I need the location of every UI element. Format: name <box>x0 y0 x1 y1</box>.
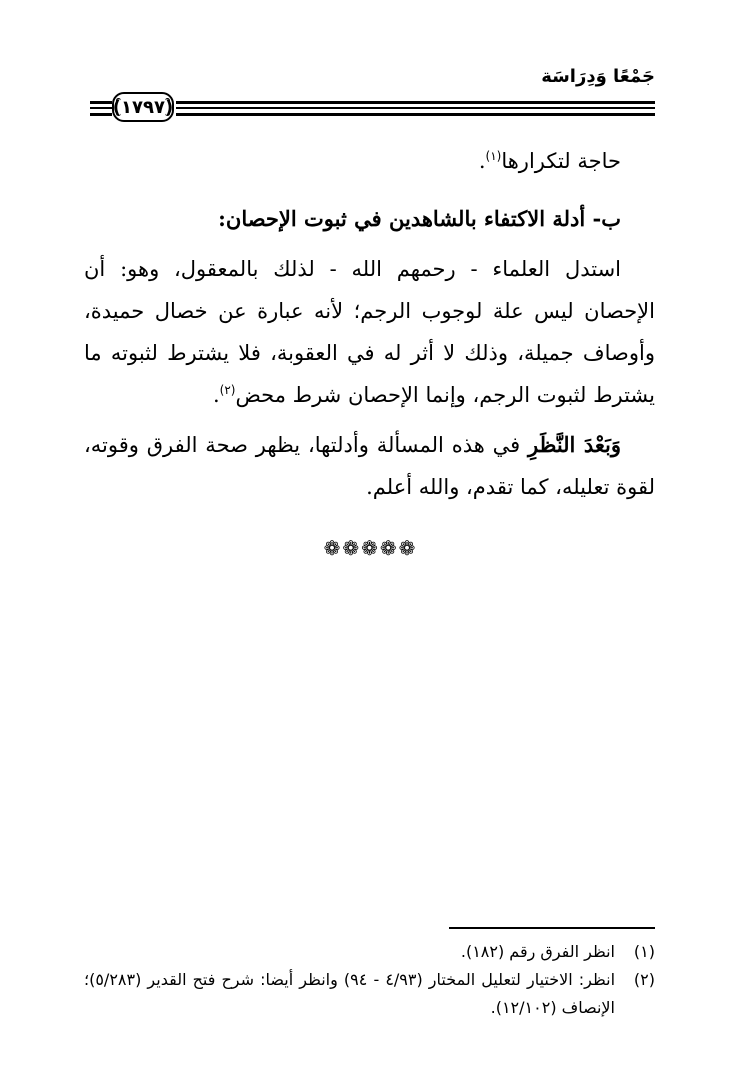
footnote-text: انظر الفرق رقم (١٨٢). <box>460 942 615 961</box>
paragraph-lead: وَبَعْدَ النَّظَرِ <box>528 432 621 457</box>
section-heading: ب- أدلة الاكتفاء بالشاهدين في ثبوت الإحصان: <box>218 206 621 231</box>
paragraph-end: . <box>212 383 220 407</box>
page-number-text: (١٧٩٧) <box>112 96 174 118</box>
running-title: جَمْعًا وَدِرَاسَة <box>541 66 655 87</box>
footnote-text: انظر: الاختيار لتعليل المختار (٤/٩٣ - ٩٤) وانظر أيضا: شرح فتح القدير (٥/٢٨٣)؛ الإنصاف (١٢/١٠٢). <box>84 970 616 1017</box>
paragraph-conclusion <box>84 424 655 508</box>
page-number <box>112 92 174 122</box>
paragraph-continuation <box>84 140 655 182</box>
paragraph-evidence <box>84 248 655 416</box>
ornament-divider: ❁❁❁❁❁ <box>323 536 418 560</box>
paragraph-text: استدل العلماء - رحمهم الله - لذلك بالمعقول، وهو: أن الإحصان ليس علة لوجوب الرجم؛ لأنه عبارة عن خصال حميدة، وأوصاف جميلة، وذلك لا أثر له في العقوبة، فلا يشترط لثبوته ما يشترط لثبوت الرجم، وإنما الإحصان شرط محض <box>84 257 655 407</box>
paragraph-text: في هذه المسألة وأدلتها، يظهر صحة الفرق وقوته، لقوة تعليله، كما تقدم، والله أعلم. <box>84 433 655 499</box>
footnote-marker[interactable]: (٢) <box>219 383 236 397</box>
footnote <box>84 938 655 966</box>
body-text <box>84 140 655 508</box>
header-rule-left <box>90 107 112 109</box>
footnote-marker[interactable]: (١) <box>485 149 502 163</box>
footnote-number: (٢) <box>633 970 655 989</box>
header-rule-left <box>90 113 112 116</box>
footnote-rule <box>449 927 655 929</box>
header-rule <box>176 113 655 116</box>
paragraph-text: حاجة لتكرارها <box>501 149 621 173</box>
header-rule <box>176 107 655 109</box>
footnote-number: (١) <box>633 942 655 961</box>
header-rule-left <box>90 101 112 104</box>
footnote <box>84 966 655 1022</box>
footnotes <box>84 938 655 1022</box>
paragraph-end: . <box>478 149 486 173</box>
header-rule <box>176 101 655 104</box>
